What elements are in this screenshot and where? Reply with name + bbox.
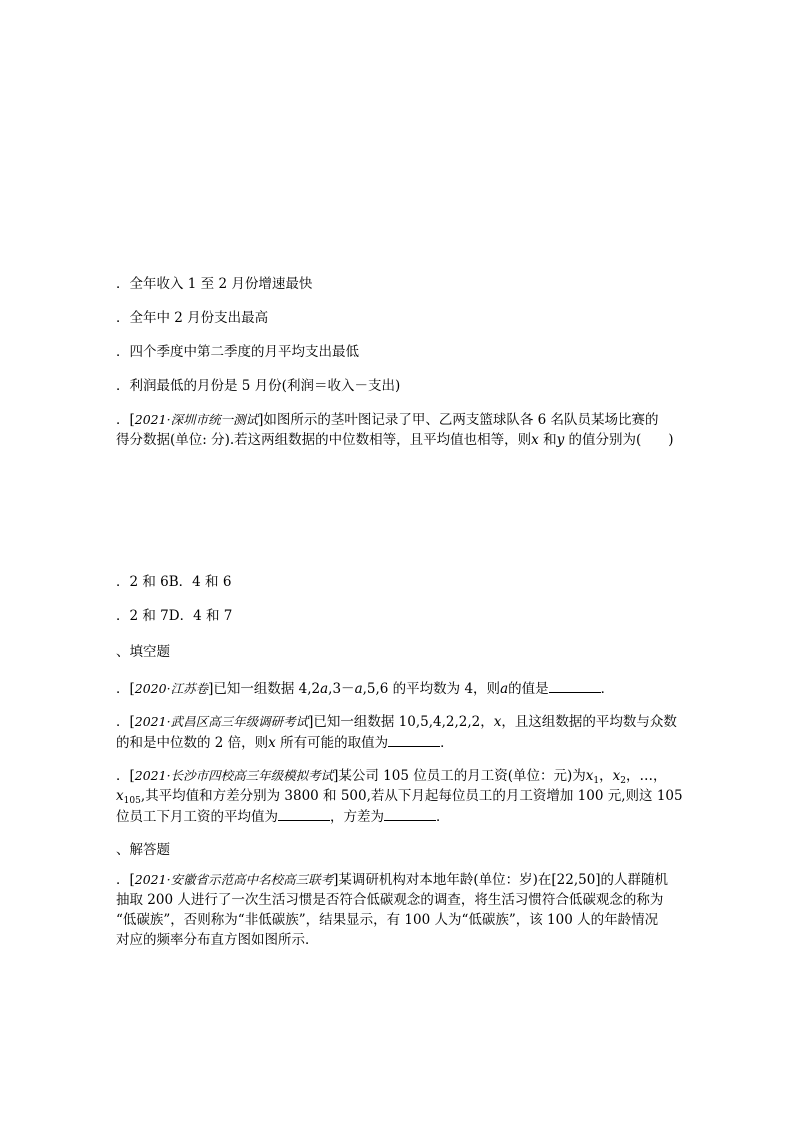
question-line xyxy=(116,732,682,753)
subscript: 2 xyxy=(620,776,626,786)
answer-paren: ) xyxy=(641,432,674,448)
question-period: ． xyxy=(436,809,450,825)
question-source: 2021·长沙市四校高三年级模拟考试 xyxy=(134,768,334,783)
separator: ，…， xyxy=(625,768,667,784)
option-ab: ．2 和 6B．4 和 6 xyxy=(116,574,232,590)
question-text: 位员工下月工资的平均值为 xyxy=(116,809,278,825)
variable: x xyxy=(612,768,621,784)
question-text: ,3－ xyxy=(328,681,355,697)
option-d: ．利润最低的月份是 5 月份(利润＝收入－支出) xyxy=(116,378,401,394)
question-text: ]某公司 105 位员工的月工资(单位：元)为 xyxy=(333,768,586,784)
question-source: 2021·深圳市统一测试 xyxy=(134,412,259,427)
question-line xyxy=(116,712,682,732)
question-fill-2 xyxy=(116,712,682,753)
answer-blank[interactable] xyxy=(549,678,601,693)
variable: x xyxy=(268,735,276,751)
question-fill-3 xyxy=(116,766,682,827)
variable: x xyxy=(531,432,539,448)
option-b: ．全年中 2 月份支出最高 xyxy=(116,310,269,326)
answer-blank[interactable] xyxy=(278,806,330,821)
variable: x xyxy=(585,768,594,784)
question-source: 2021·安徽省示范高中名校高三联考 xyxy=(134,872,334,887)
question-answer-1 xyxy=(116,870,682,950)
question-line xyxy=(116,430,682,450)
section-heading-answer: 、解答题 xyxy=(116,842,170,858)
variable: x xyxy=(116,788,124,804)
variable: a xyxy=(320,681,329,697)
question-line xyxy=(116,870,682,890)
question-prefix: ．[ xyxy=(116,412,135,428)
question-text: ,5,6 的平均数为 4，则 xyxy=(362,681,501,697)
question-text: ，且这组数据的平均数与众数 xyxy=(501,714,677,730)
question-text: ，方差为 xyxy=(330,809,384,825)
question-source: 2020·江苏卷 xyxy=(134,681,209,696)
question-line xyxy=(116,766,682,786)
question-text: ]如图所示的茎叶图记录了甲、乙两支篮球队各 6 名队员某场比赛的 xyxy=(258,412,659,428)
question-text: ,其平均值和方差分别为 3800 和 500,若从下月起每位员工的月工资增加 100 元,则这 105 xyxy=(140,788,683,804)
question-prefix: ．[ xyxy=(116,768,135,784)
question-stem-leaf xyxy=(116,410,682,450)
question-text: 所有可能的取值为 xyxy=(275,735,389,751)
question-fill-1 xyxy=(116,678,682,699)
question-prefix: ．[ xyxy=(116,714,135,730)
separator: ， xyxy=(599,768,613,784)
option-c: ．四个季度中第二季度的月平均支出最低 xyxy=(116,344,359,360)
subscript: 1 xyxy=(593,776,600,786)
question-text: 得分数据(单位: 分).若这两组数据的中位数相等，且平均值也相等，则 xyxy=(116,432,532,448)
question-period: ． xyxy=(600,681,615,697)
question-line: 对应的频率分布直方图如图所示． xyxy=(116,932,319,948)
question-text: 的值是 xyxy=(508,681,549,697)
question-text: ]已知一组数据 4,2 xyxy=(208,681,321,697)
question-line xyxy=(116,786,682,806)
answer-blank[interactable] xyxy=(384,806,436,821)
variable: a xyxy=(500,681,509,697)
subscript: 105 xyxy=(123,796,141,806)
option-cd: ．2 和 7D．4 和 7 xyxy=(116,608,233,624)
question-line xyxy=(116,678,682,699)
question-prefix: ．[ xyxy=(116,872,135,888)
question-text: 的和是中位数的 2 倍，则 xyxy=(116,735,269,751)
question-text: 的值分别为( xyxy=(564,432,642,448)
variable: y xyxy=(556,432,565,448)
question-text: ]某调研机构对本地年龄(单位：岁)在[22,50]的人群随机 xyxy=(333,872,669,888)
section-heading-fill: 、填空题 xyxy=(116,644,170,660)
option-a: ．全年收入 1 至 2 月份增速最快 xyxy=(116,276,313,292)
question-line xyxy=(116,806,682,827)
question-text: ]已知一组数据 10,5,4,2,2,2， xyxy=(308,714,494,730)
variable: a xyxy=(354,681,363,697)
question-prefix: ．[ xyxy=(116,681,135,697)
answer-blank[interactable] xyxy=(388,732,440,747)
question-source: 2021·武昌区高三年级调研考试 xyxy=(134,714,309,729)
question-text: 和 xyxy=(538,432,557,448)
question-line: 抽取 200 人进行了一次生活习惯是否符合低碳观念的调查，将生活习惯符合低碳观念的称为 xyxy=(116,892,664,908)
question-line: “低碳族”，否则称为“非低碳族”，结果显示，有 100 人为“低碳族”，该 100 人的年龄情况 xyxy=(116,912,659,928)
question-line xyxy=(116,410,682,430)
question-period: ． xyxy=(440,735,454,751)
variable: x xyxy=(493,714,502,730)
